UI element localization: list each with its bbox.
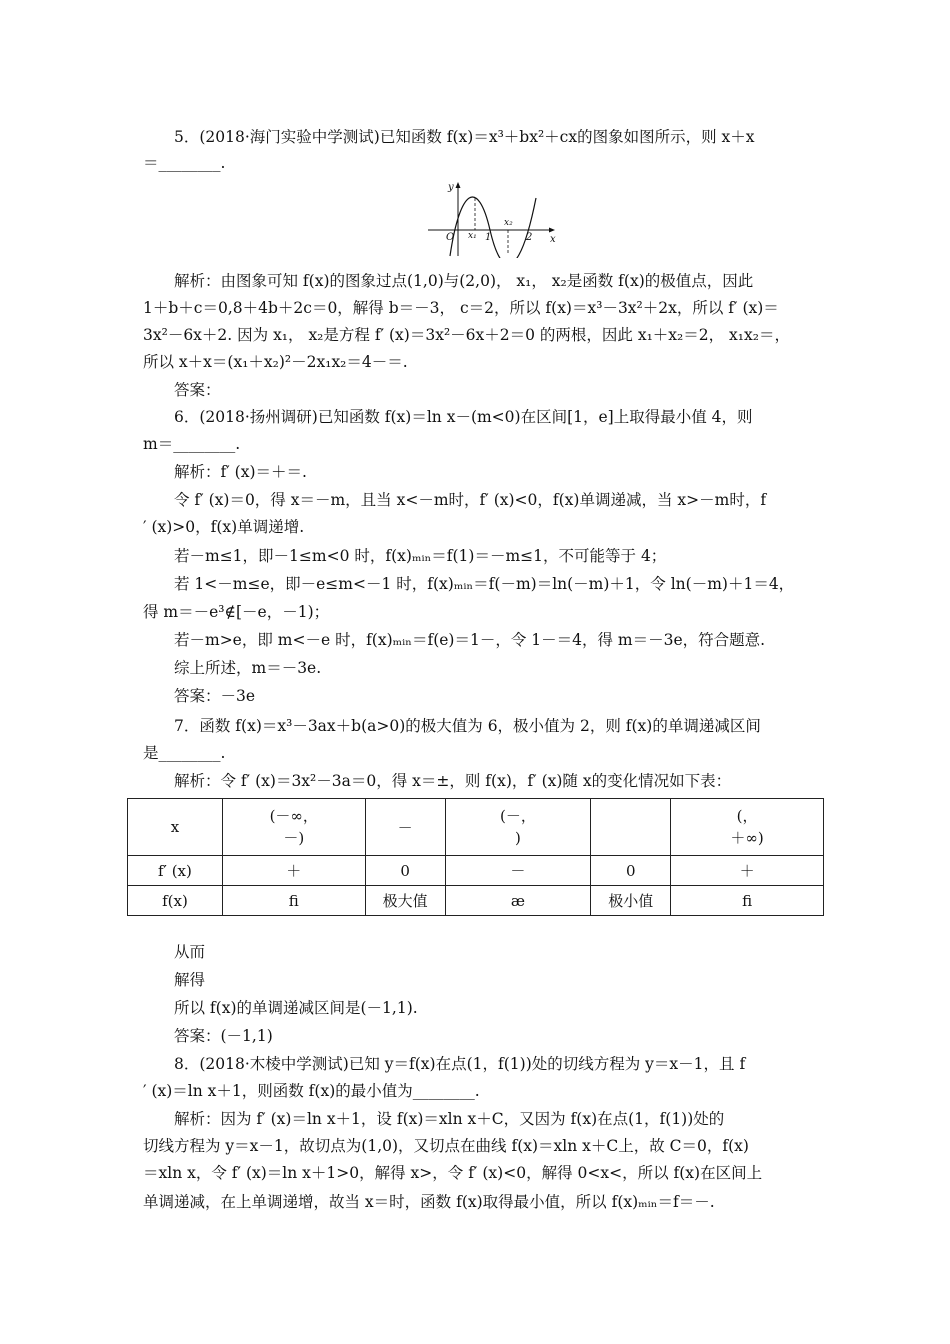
cell-line: －) (283, 829, 305, 847)
one-label: 1 (485, 232, 492, 243)
text-line: 答案： (174, 381, 221, 399)
text-line: ＝xln x，令 f′ (x)＝ln x＋1>0，解得 x>，令 f′ (x)<0，解得 0<x<，所以 f(x)在区间上 (143, 1164, 763, 1182)
text-line: ＝________. (143, 154, 226, 172)
text-line: 从而 (174, 943, 206, 961)
text-line: ′ (x)＝ln x＋1，则函数 f(x)的最小值为________. (143, 1082, 480, 1100)
text-line: 5．(2018·海门实验中学测试)已知函数 f(x)＝x³＋bx²＋cx的图象如图所示，则 x＋x (174, 128, 755, 146)
cubic-function-graph (420, 178, 560, 258)
table-cell: 0 (591, 856, 671, 886)
cubic-curve (450, 197, 536, 258)
table-cell: f(x) (128, 886, 223, 916)
table-cell: ﬁ (222, 886, 365, 916)
table-cell: － (365, 799, 445, 856)
table-cell (591, 799, 671, 856)
text-line: 6．(2018·扬州调研)已知函数 f(x)＝ln x－(m<0)在区间[1，e]上取得最小值 4，则 (174, 408, 753, 426)
table-cell: x (128, 799, 223, 856)
table-cell: ﬁ (671, 886, 824, 916)
text-line: 切线方程为 y＝x－1，故切点为(1,0)，又切点在曲线 f(x)＝xln x＋C上，故 C＝0，f(x) (143, 1137, 749, 1155)
text-line: 解得 (174, 971, 206, 989)
text-line: 8．(2018·木棱中学测试)已知 y＝f(x)在点(1，f(1))处的切线方程为 y＝x－1，且 f (174, 1055, 746, 1073)
table-row (128, 856, 824, 886)
table-cell (445, 799, 591, 856)
table-cell: æ (445, 886, 591, 916)
text-line: 解析：f′ (x)＝＋＝. (174, 463, 307, 481)
text-line: 令 f′ (x)＝0，得 x＝－m，且当 x<－m时，f′ (x)<0，f(x)单调递减，当 x>－m时，f (174, 491, 767, 509)
two-label: 2 (526, 232, 533, 243)
cell-line: (， (736, 807, 758, 825)
y-axis-label: y (448, 182, 454, 193)
text-line: 1＋b＋c＝0,8＋4b＋2c＝0，解得 b＝－3， c＝2，所以 f(x)＝x³－3x²＋2x，所以 f′ (x)＝ (143, 299, 779, 317)
table-cell: 极小值 (591, 886, 671, 916)
x2-label: x₂ (504, 218, 513, 228)
text-line: 得 m＝－e³∉[－e，－1)； (143, 603, 330, 621)
table-cell: 0 (365, 856, 445, 886)
text-line: 综上所述，m＝－3e. (174, 659, 322, 677)
x-axis-arrow (549, 228, 555, 233)
cell-line: (－， (500, 807, 536, 825)
text-line: ′ (x)>0，f(x)单调递增. (143, 518, 305, 536)
text-line: 所以 x＋x＝(x₁＋x₂)²－2x₁x₂＝4－＝. (143, 353, 408, 371)
text-line: m＝________. (143, 435, 241, 453)
y-axis-arrow (456, 182, 461, 188)
table-cell: ＋ (222, 856, 365, 886)
table-row (128, 799, 824, 856)
origin-label: O (446, 232, 455, 243)
table-cell (671, 799, 824, 856)
table-cell: f′ (x) (128, 856, 223, 886)
text-line: 7．函数 f(x)＝x³－3ax＋b(a>0)的极大值为 6，极小值为 2，则 f(x)的单调递减区间 (174, 717, 761, 735)
text-line: 是________. (143, 744, 226, 762)
text-line: 若－m≤1，即－1≤m<0 时，f(x)ₘᵢₙ＝f(1)＝－m≤1，不可能等于 4； (174, 547, 667, 565)
text-line: 3x²－6x＋2. 因为 x₁， x₂是方程 f′ (x)＝3x²－6x＋2＝0 的两根，因此 x₁＋x₂＝2， x₁x₂＝， (143, 326, 790, 344)
text-line: 所以 f(x)的单调递减区间是(－1,1). (174, 999, 418, 1017)
x-axis-label: x (550, 234, 556, 245)
table-cell (222, 799, 365, 856)
cell-line: (－∞， (269, 807, 318, 825)
table-cell: 极大值 (365, 886, 445, 916)
text-line: 单调递减，在上单调递增，故当 x＝时，函数 f(x)取得最小值，所以 f(x)ₘᵢₙ＝f＝－. (143, 1193, 715, 1211)
table-row (128, 886, 824, 916)
x1-label: x₁ (468, 231, 477, 241)
table-cell: － (445, 856, 591, 886)
variation-table (127, 798, 824, 916)
text-line: 若－m>e，即 m<－e 时，f(x)ₘᵢₙ＝f(e)＝1－，令 1－＝4，得 m＝－3e，符合题意. (174, 631, 766, 649)
text-line: 解析：令 f′ (x)＝3x²－3a＝0，得 x＝±，则 f(x)，f′ (x)随 x的变化情况如下表： (174, 772, 732, 790)
text-line: 答案：(－1,1) (174, 1027, 273, 1045)
cell-line: ) (515, 829, 521, 847)
table-cell: ＋ (671, 856, 824, 886)
text-line: 答案：－3e (174, 687, 256, 705)
text-line: 解析：由图象可知 f(x)的图象过点(1,0)与(2,0)， x₁， x₂是函数 f(x)的极值点，因此 (174, 272, 754, 290)
cell-line: ＋∞) (730, 829, 764, 847)
text-line: 若 1<－m≤e，即－e≤m<－1 时，f(x)ₘᵢₙ＝f(－m)＝ln(－m)＋1，令 ln(－m)＋1＝4， (174, 575, 795, 593)
text-line: 解析：因为 f′ (x)＝ln x＋1，设 f(x)＝xln x＋C，又因为 f(x)在点(1，f(1))处的 (174, 1110, 725, 1128)
